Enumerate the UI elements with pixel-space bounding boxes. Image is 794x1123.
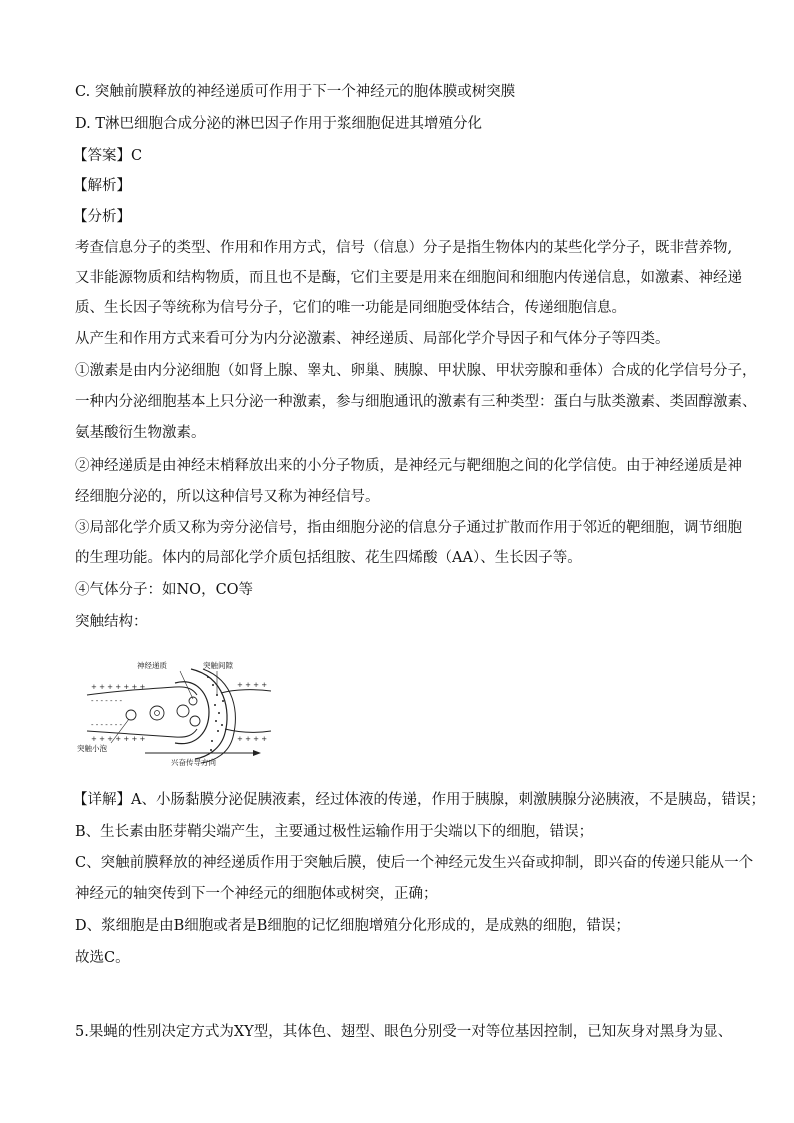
- svg-text:+ + + + + + +: + + + + + + +: [91, 735, 146, 743]
- option-d: D. T淋巴细胞合成分泌的淋巴因子作用于浆细胞促进其增殖分化: [75, 116, 482, 132]
- paragraph-line: 质、生长因子等统称为信号分子，它们的唯一功能是同细胞受体结合，传递细胞信息。: [75, 300, 626, 316]
- fenxi-heading: 【分析】: [73, 209, 131, 225]
- paragraph-line: ③局部化学介质又称为旁分泌信号，指由细胞分泌的信息分子通过扩散而作用于邻近的靶细胞，调节细胞: [75, 520, 742, 536]
- detail-a: 【详解】A、小肠黏膜分泌促胰液素，经过体液的传递，作用于胰腺，刺激胰腺分泌胰液，不是胰岛，错误；: [73, 792, 765, 808]
- label-vesicle: 突触小泡: [77, 744, 107, 753]
- detail-c: C、突触前膜释放的神经递质作用于突触后膜，使后一个神经元发生兴奋或抑制，即兴奋的传递只能从一个: [75, 855, 754, 871]
- synapse-diagram: [75, 655, 275, 767]
- paragraph-line: ②神经递质是由神经末梢释放出来的小分子物质，是神经元与靶细胞之间的化学信使。由于神经递质是神: [75, 458, 742, 474]
- paragraph-line: 考查信息分子的类型、作用和作用方式，信号（信息）分子是指生物体内的某些化学分子，既非营养物,: [75, 240, 733, 256]
- label-direction: 兴奋传导方向: [171, 758, 216, 767]
- question-5: 5.果蝇的性别决定方式为XY型，其体色、翅型、眼色分别受一对等位基因控制，已知灰身对黑身为显、: [75, 1024, 733, 1040]
- paragraph-line: ④气体分子：如NO，CO等: [75, 582, 254, 598]
- paragraph-line: 突触结构：: [75, 614, 148, 630]
- label-cleft: 突触间隙: [203, 661, 233, 670]
- answer: 【答案】C: [73, 148, 143, 164]
- option-c: C. 突触前膜释放的神经递质可作用于下一个神经元的胞体膜或树突膜: [75, 84, 516, 100]
- paragraph-line: 氨基酸衍生物激素。: [75, 425, 206, 441]
- detail-b: B、生长素由胚芽鞘尖端产生，主要通过极性运输作用于尖端以下的细胞，错误；: [75, 824, 594, 840]
- svg-text:+ + + + + + +: + + + + + + +: [91, 683, 146, 691]
- paragraph-line: 一种内分泌细胞基本上只分泌一种激素，参与细胞通讯的激素有三种类型：蛋白与肽类激素、类固醇激素、: [75, 394, 757, 410]
- svg-text:+ + + +: + + + +: [237, 681, 268, 689]
- detail-d: D、浆细胞是由B细胞或者是B细胞的记忆细胞增殖分化形成的，是成熟的细胞，错误；: [75, 918, 630, 934]
- paragraph-line: 的生理功能。体内的局部化学介质包括组胺、花生四烯酸（AA）、生长因子等。: [75, 550, 582, 566]
- paragraph-line: 又非能源物质和结构物质，而且也不是酶，它们主要是用来在细胞间和细胞内传递信息，如激素、神经递: [75, 270, 742, 286]
- label-transmitter: 神经递质: [137, 661, 167, 670]
- detail-c: 神经元的轴突传到下一个神经元的细胞体或树突，正确；: [75, 886, 438, 902]
- svg-text:- - - - - - -: - - - - - - -: [91, 721, 123, 729]
- paragraph-line: 从产生和作用方式来看可分为内分泌激素、神经递质、局部化学介导因子和气体分子等四类。: [75, 331, 670, 347]
- paragraph-line: 经细胞分泌的，所以这种信号又称为神经信号。: [75, 489, 380, 505]
- analysis-heading: 【解析】: [73, 178, 131, 194]
- paragraph-line: ①激素是由内分泌细胞（如肾上腺、睾丸、卵巢、胰腺、甲状腺、甲状旁腺和垂体）合成的化学信号分子，: [75, 363, 757, 379]
- svg-text:- - - - - - -: - - - - - - -: [91, 697, 123, 705]
- svg-text:+ + + +: + + + +: [237, 735, 268, 743]
- conclusion: 故选C。: [75, 950, 130, 966]
